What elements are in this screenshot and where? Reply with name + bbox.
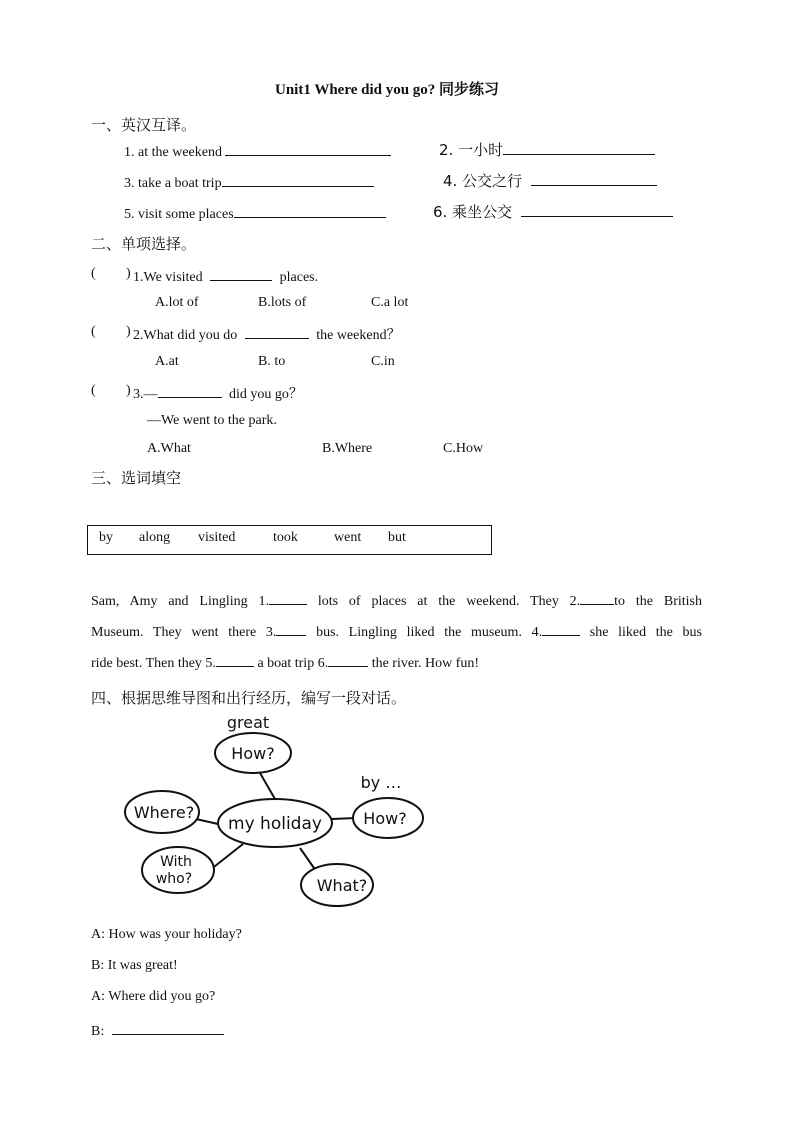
s2-q1-paren-open: ( bbox=[91, 266, 96, 281]
s2-q3-option-b[interactable]: B.Where bbox=[322, 441, 373, 456]
passage-text: Sam, Amy and Lingling 1. bbox=[91, 594, 269, 609]
section3-heading: 三、选词填空 bbox=[91, 469, 182, 487]
s2-q1-option-c[interactable]: C.a lot bbox=[371, 295, 409, 310]
s1-item-4-blank[interactable] bbox=[531, 171, 657, 186]
passage-line-2 bbox=[91, 617, 702, 648]
passage-blank-4[interactable] bbox=[542, 621, 580, 636]
lower-left-node-label-1: With bbox=[160, 854, 192, 870]
s2-q2-option-a[interactable]: A.at bbox=[155, 354, 179, 369]
dialogue-line-1: A: How was your holiday? bbox=[91, 927, 242, 942]
s2-q3-paren-open: ( bbox=[91, 383, 96, 398]
word-bank-item: visited bbox=[198, 530, 236, 545]
s1-item-3-label: 3. take a boat trip bbox=[124, 176, 222, 191]
section1-heading: 一、英汉互译。 bbox=[91, 116, 197, 134]
center-node-label: my holiday bbox=[228, 814, 322, 834]
s1-item-2 bbox=[439, 139, 655, 160]
section2-heading: 二、单项选择。 bbox=[91, 235, 197, 253]
s2-q2-stem-a: 2.What did you do bbox=[133, 328, 238, 343]
passage-text: to the British bbox=[614, 594, 702, 609]
word-bank-item: took bbox=[273, 530, 298, 545]
s1-item-1-label: 1. at the weekend bbox=[124, 145, 222, 160]
passage-blank-2[interactable] bbox=[580, 590, 614, 605]
s2-q2-stem bbox=[133, 324, 401, 344]
s1-item-2-label: 2. 一小时 bbox=[439, 141, 504, 159]
right-node-label: How? bbox=[363, 809, 407, 828]
connector-line bbox=[300, 848, 314, 868]
passage-text: bus. Lingling liked the museum. 4. bbox=[316, 625, 543, 640]
connector-line bbox=[260, 773, 275, 799]
s2-q1-option-b[interactable]: B.lots of bbox=[258, 295, 307, 310]
left-node-label: Where? bbox=[133, 803, 195, 822]
passage-line-1 bbox=[91, 586, 702, 617]
word-bank-item: by bbox=[99, 530, 113, 545]
s2-q2-blank[interactable] bbox=[245, 324, 309, 339]
s1-item-1-blank[interactable] bbox=[225, 141, 391, 156]
s2-q2-stem-b: the weekend？ bbox=[316, 328, 401, 343]
s2-q3-option-c[interactable]: C.How bbox=[443, 441, 484, 456]
connector-line bbox=[196, 819, 218, 824]
s1-item-3-blank[interactable] bbox=[222, 172, 374, 187]
s2-q3-stem bbox=[133, 383, 303, 403]
dialogue-line-4 bbox=[91, 1020, 224, 1040]
word-bank-item: went bbox=[334, 530, 362, 545]
s1-item-4-label: 4. 公交之行 bbox=[443, 172, 523, 190]
cloze-passage bbox=[91, 586, 702, 679]
s1-item-5-blank[interactable] bbox=[234, 203, 386, 218]
passage-blank-1[interactable] bbox=[269, 590, 307, 605]
s1-item-2-blank[interactable] bbox=[503, 140, 655, 155]
s1-item-3 bbox=[124, 172, 374, 192]
s2-q1-stem-a: 1.We visited bbox=[133, 270, 203, 285]
dialogue-speaker: B: bbox=[91, 1024, 105, 1039]
bottom-node-label: What? bbox=[316, 876, 368, 895]
dialogue-line-3: A: Where did you go? bbox=[91, 989, 216, 1004]
s2-q2-paren-open: ( bbox=[91, 324, 96, 339]
top-node-label: How? bbox=[231, 744, 275, 763]
s1-item-5-label: 5. visit some places bbox=[124, 207, 234, 222]
s2-q3-option-a[interactable]: A.What bbox=[147, 441, 191, 456]
s1-item-6 bbox=[433, 201, 673, 222]
s2-q3-stem-a: 3.— bbox=[133, 387, 158, 402]
word-bank-item: but bbox=[388, 530, 406, 545]
s2-q1-paren-close: ) bbox=[126, 266, 131, 281]
s2-q3-stem-b: did you go？ bbox=[229, 387, 303, 402]
section4-heading: 四、根据思维导图和出行经历，编写一段对话。 bbox=[91, 689, 407, 707]
s2-q2-paren-close: ) bbox=[126, 324, 131, 339]
passage-text: the river. How fun! bbox=[371, 656, 480, 671]
dialogue-answer-blank[interactable] bbox=[112, 1020, 224, 1035]
s2-q1-blank[interactable] bbox=[210, 266, 272, 281]
passage-line-3 bbox=[91, 648, 702, 679]
passage-text: Museum. They went there 3. bbox=[91, 625, 277, 640]
s1-item-6-blank[interactable] bbox=[521, 202, 673, 217]
top-annotation: great bbox=[226, 713, 270, 732]
s2-q3-paren-close: ) bbox=[126, 383, 131, 398]
page-title: Unit1 Where did you go? 同步练习 bbox=[275, 82, 500, 98]
dialogue-line-2: B: It was great! bbox=[91, 958, 178, 973]
s1-item-5 bbox=[124, 203, 386, 223]
s2-q1-stem-b: places. bbox=[279, 270, 319, 285]
word-bank-item: along bbox=[139, 530, 171, 545]
right-annotation: by … bbox=[360, 773, 402, 792]
passage-blank-6[interactable] bbox=[328, 652, 368, 667]
s2-q1-option-a[interactable]: A.lot of bbox=[155, 295, 199, 310]
s2-q2-option-b[interactable]: B. to bbox=[258, 354, 286, 369]
s2-q3-reply: —We went to the park. bbox=[147, 413, 277, 428]
s2-q1-stem bbox=[133, 266, 318, 286]
s1-item-4 bbox=[443, 170, 657, 191]
passage-blank-3[interactable] bbox=[276, 621, 306, 636]
passage-blank-5[interactable] bbox=[216, 652, 254, 667]
mind-map bbox=[110, 706, 440, 912]
s2-q2-option-c[interactable]: C.in bbox=[371, 354, 395, 369]
passage-text: ride best. Then they 5. bbox=[91, 656, 216, 671]
passage-text: she liked the bus bbox=[589, 625, 702, 640]
passage-text: a boat trip 6. bbox=[257, 656, 329, 671]
s1-item-1 bbox=[124, 141, 391, 161]
passage-text: lots of places at the weekend. They 2. bbox=[317, 594, 581, 609]
s2-q3-blank[interactable] bbox=[158, 383, 222, 398]
lower-left-node-label-2: who? bbox=[155, 871, 193, 887]
s1-item-6-label: 6. 乘坐公交 bbox=[433, 203, 513, 221]
word-bank-box bbox=[87, 525, 492, 555]
